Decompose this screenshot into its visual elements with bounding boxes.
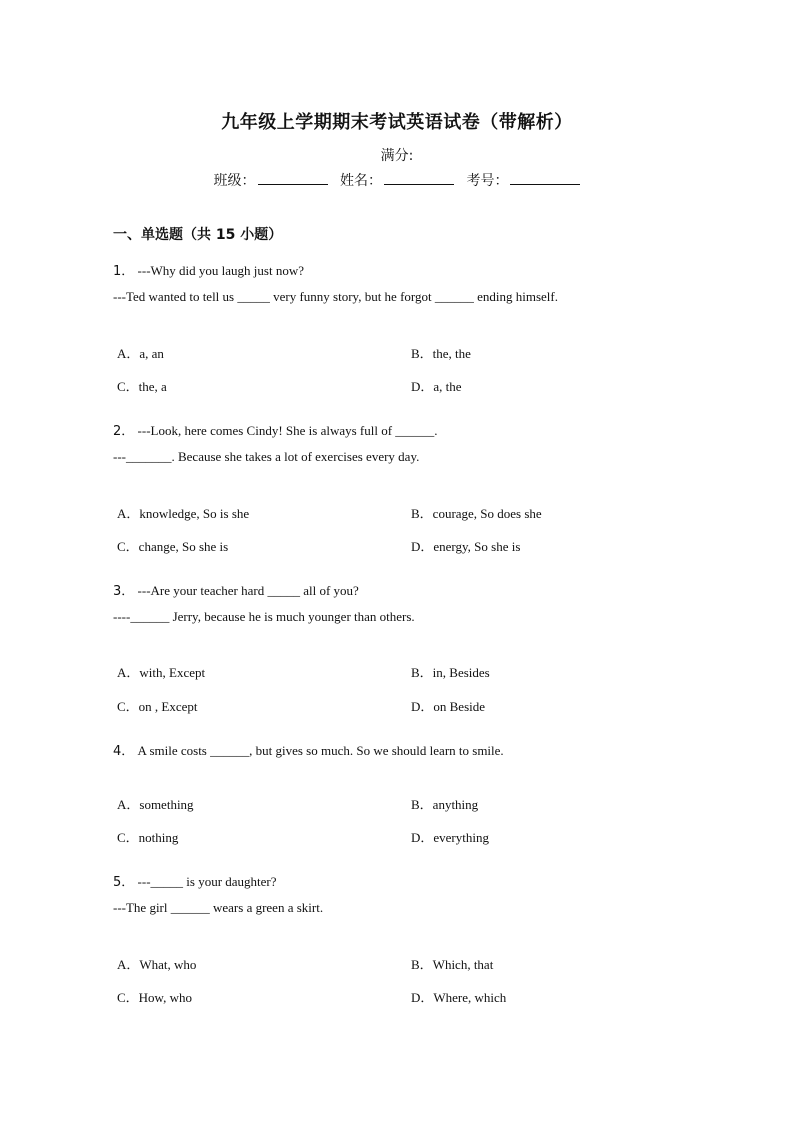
option-a[interactable]: A．knowledge, So is she: [117, 506, 250, 521]
name-label: 姓名：: [340, 173, 382, 189]
exam-number-blank: [510, 170, 580, 185]
option-a[interactable]: A．something: [117, 797, 194, 812]
question-number: 2．: [113, 424, 135, 439]
question-number: 4．: [113, 744, 135, 759]
question-line-2: ---Ted wanted to tell us _____ very funny story, but he forgot ______ ending himself.: [113, 289, 558, 304]
class-blank: [258, 170, 328, 185]
option-b[interactable]: B．anything: [411, 797, 479, 812]
question-3: [113, 580, 359, 599]
section-title: 一、单选题（共 15 小题）: [113, 227, 283, 243]
class-field: [214, 170, 328, 190]
question-line: ---Why did you laugh just now?: [137, 263, 304, 278]
exam-number-label: 考号：: [466, 173, 509, 189]
question-1: [113, 260, 304, 279]
option-c[interactable]: C．nothing: [117, 830, 179, 845]
option-c[interactable]: C．on , Except: [117, 699, 198, 714]
option-c[interactable]: C．the, a: [117, 379, 167, 394]
option-d[interactable]: D．on Beside: [411, 699, 486, 714]
option-d[interactable]: D．a, the: [411, 379, 462, 394]
score-label: 满分:: [380, 148, 414, 164]
option-a[interactable]: A．What, who: [117, 957, 197, 972]
name-blank: [384, 170, 454, 185]
option-b[interactable]: B．the, the: [411, 346, 471, 361]
question-number: 1．: [113, 264, 135, 279]
class-label: 班级：: [213, 173, 256, 189]
option-a[interactable]: A．a, an: [117, 346, 164, 361]
name-field: [340, 170, 454, 190]
question-4: [113, 740, 504, 759]
question-5: [113, 871, 277, 890]
question-number: 5．: [113, 875, 135, 890]
question-number: 3．: [113, 584, 135, 599]
option-b[interactable]: B．Which, that: [411, 957, 494, 972]
option-a[interactable]: A．with, Except: [117, 665, 206, 680]
question-2: [113, 420, 438, 439]
option-b[interactable]: B．in, Besides: [411, 665, 490, 680]
question-line: ---_____ is your daughter?: [137, 874, 277, 889]
option-c[interactable]: C．How, who: [117, 990, 192, 1005]
question-line: A smile costs ______, but gives so much. So we should learn to smile.: [137, 743, 504, 758]
exam-number-field: [466, 170, 580, 190]
student-info-row: [0, 170, 794, 190]
question-line-2: ---The girl ______ wears a green a skirt.: [113, 900, 324, 915]
question-line-2: ---_______. Because she takes a lot of exercises every day.: [113, 449, 420, 464]
question-line-2: ----______ Jerry, because he is much younger than others.: [113, 609, 415, 624]
option-b[interactable]: B．courage, So does she: [411, 506, 542, 521]
exam-title: 九年级上学期期末考试英语试卷（带解析）: [221, 112, 573, 133]
question-line: ---Look, here comes Cindy! She is always full of ______.: [137, 423, 438, 438]
option-d[interactable]: D．Where, which: [411, 990, 507, 1005]
option-d[interactable]: D．energy, So she is: [411, 539, 521, 554]
question-line: ---Are your teacher hard _____ all of you?: [137, 583, 359, 598]
option-d[interactable]: D．everything: [411, 830, 489, 845]
option-c[interactable]: C．change, So she is: [117, 539, 229, 554]
